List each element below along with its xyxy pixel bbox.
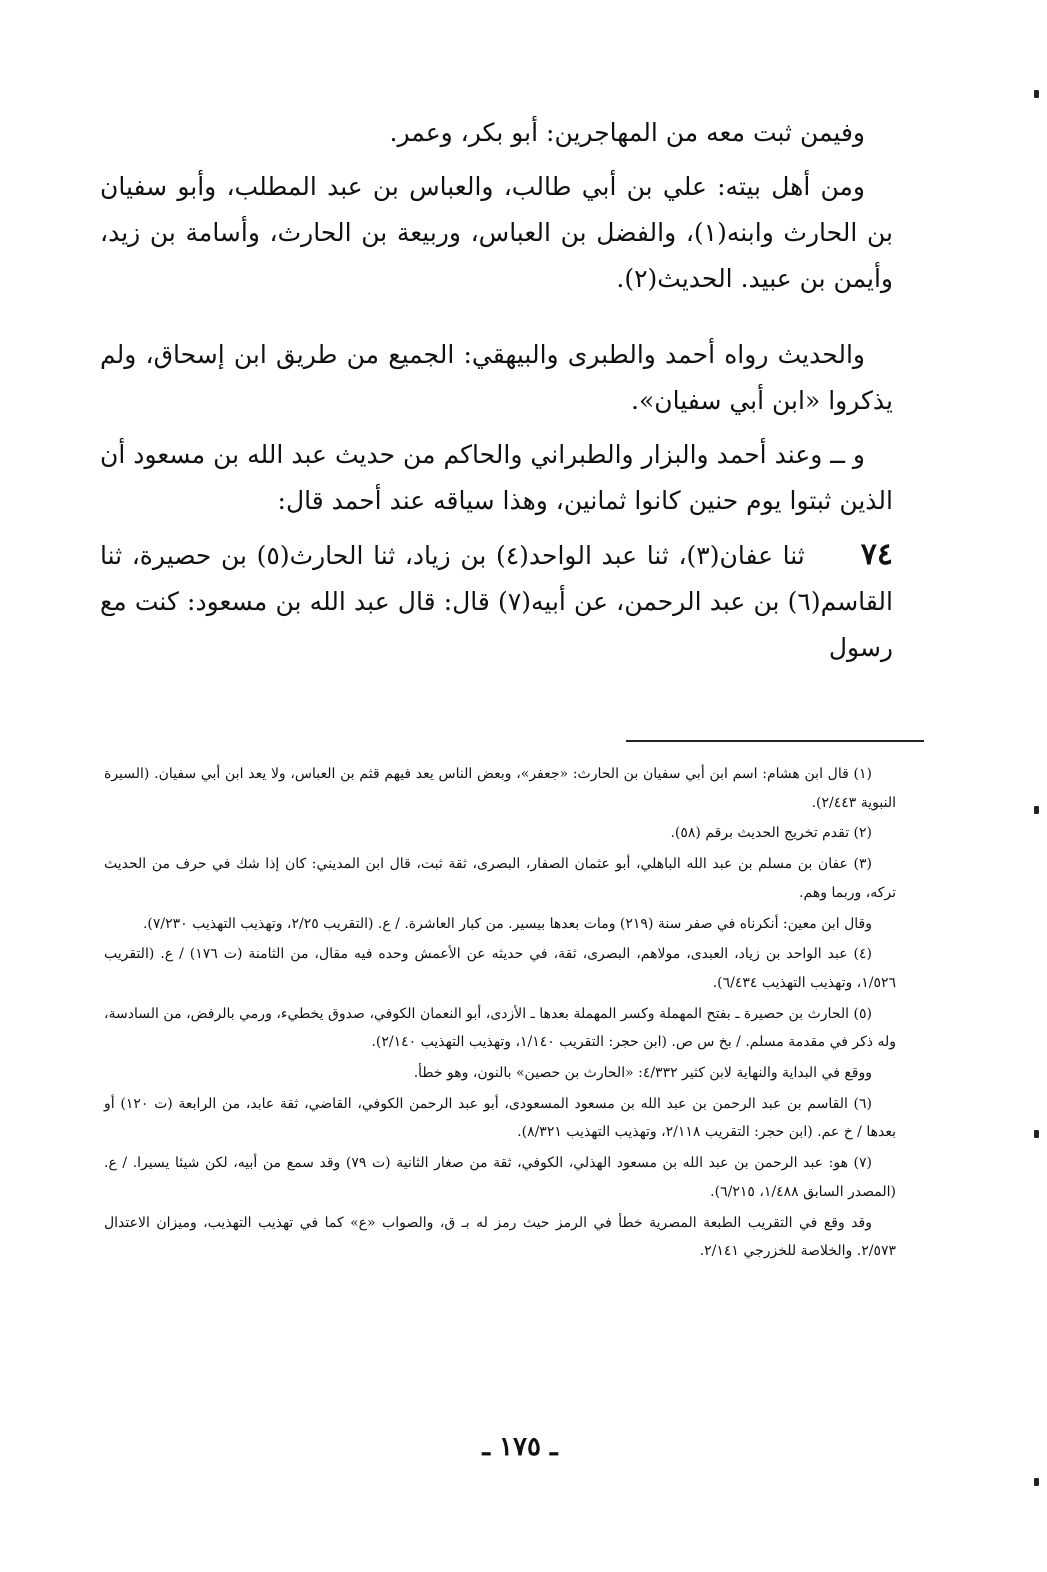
paragraph-muhajirun: وفيمن ثبت معه من المهاجرين: أبو بكر، وعمر. <box>389 118 865 147</box>
footnote-separator <box>626 740 924 742</box>
footnote-3: (٣) عفان بن مسلم بن عبد الله الباهلي، أبو عثمان الصفار، البصرى، ثقة ثبت، قال ابن المديني: كان إذا شك في حرف من الحديث تركه، وربما وهم. <box>104 856 896 901</box>
footnote-6: (٦) القاسم بن عبد الرحمن بن عبد الله بن مسعود المسعودى، أبو عبد الرحمن الكوفي، القاضي، ثقة عابد، من الرابعة (ت ١٢٠) أو بعدها / خ عم. (ابن حجر: التقريب ٢/١١٨، وتهذيب التهذيب ٨/٣٢١). <box>104 1095 896 1141</box>
footnote-3-continued: وقال ابن معين: أنكرناه في صفر سنة (٢١٩) ومات بعدها بيسير. من كبار العاشرة. / ع. (التقريب ٢/٢٥، وتهذيب التهذيب ٧/٢٣٠). <box>142 915 872 932</box>
hadith-74-paragraph <box>100 532 893 671</box>
hadith-number: ٧٤ <box>860 537 894 572</box>
footnote-7-continued: وقد وقع في التقريب الطبعة المصرية خطأ في الرمز حيث رمز له بـ ق، والصواب «ع» كما في تهذيب التهذيب، وميزان الاعتدال ٢/٥٧٣. والخلاصة للخزرجي ٢/١٤١. <box>104 1214 896 1260</box>
footnote-4: (٤) عبد الواحد بن زياد، العبدى، مولاهم، البصرى، ثقة، في حديثه عن الأعمش وحده فيه مقال، من الثامنة (ت ١٧٦) / ع. (التقريب ١/٥٢٦، وتهذيب التهذيب ٦/٤٣٤). <box>104 946 896 991</box>
paragraph-ahl-bayt: ومن أهل بيته: علي بن أبي طالب، والعباس بن عبد المطلب، وأبو سفيان بن الحارث وابنه(١)، والفضل بن العباس، وربيعة بن الحارث، وأسامة بن زيد، وأيمن بن عبيد. الحديث(٢). <box>100 172 893 293</box>
footnote-5: (٥) الحارث بن حصيرة ـ بفتح المهملة وكسر المهملة بعدها ـ الأزدى، أبو النعمان الكوفي، صدوق يخطيء، ورمي بالرفض، من السادسة، وله ذكر في مقدمة مسلم. / بخ س ص. (ابن حجر: التقريب ١/١٤٠، وتهذيب التهذيب ٢/١٤٠). <box>104 1005 896 1051</box>
footnote-7: (٧) هو: عبد الرحمن بن عبد الله بن مسعود الهذلي، الكوفي، ثقة من صغار الثانية (ت ٧٩) وقد سمع من أبيه، لكن شيئا يسيرا. / ع. (المصدر السابق ١/٤٨٨، ٦/٢١٥). <box>104 1155 896 1200</box>
footnotes <box>104 760 896 1268</box>
scan-mark <box>1034 1478 1039 1486</box>
scan-mark <box>1034 90 1039 98</box>
footnote-5-continued: ووقع في البداية والنهاية لابن كثير ٤/٣٣٢: «الحارث بن حصين» بالنون، وهو خطأ. <box>413 1065 872 1082</box>
scan-mark <box>1034 1130 1039 1138</box>
hadith-74-text: ثنا عفان(٣)، ثنا عبد الواحد(٤) بن زياد، ثنا الحارث(٥) بن حصيرة، ثنا القاسم(٦) بن عبد الرحمن، عن أبيه(٧) قال: قال عبد الله بن مسعود: كنت مع رسول <box>100 541 893 662</box>
paragraph-ahmad-version: و ــ وعند أحمد والبزار والطبراني والحاكم من حديث عبد الله بن مسعود أن الذين ثبتوا يوم حنين كانوا ثمانين، وهذا سياقه عند أحمد قال: <box>100 440 893 515</box>
footnote-1: (١) قال ابن هشام: اسم ابن أبي سفيان بن الحارث: «جعفر»، وبعض الناس يعد فيهم قثم بن العباس، ولا يعد ابن أبي سفيان. (السيرة النبوية ٢/٤٤٣). <box>104 766 896 811</box>
paragraph-hadith-sources: والحديث رواه أحمد والطبرى والبيهقي: الجميع من طريق ابن إسحاق، ولم يذكروا «ابن أبي سفيان». <box>100 340 893 415</box>
page-number: ـ ١٧٥ ـ <box>482 1432 558 1462</box>
footnote-2: (٢) تقدم تخريج الحديث برقم (٥٨). <box>670 825 872 842</box>
main-text <box>100 110 893 671</box>
scan-mark <box>1034 806 1039 814</box>
